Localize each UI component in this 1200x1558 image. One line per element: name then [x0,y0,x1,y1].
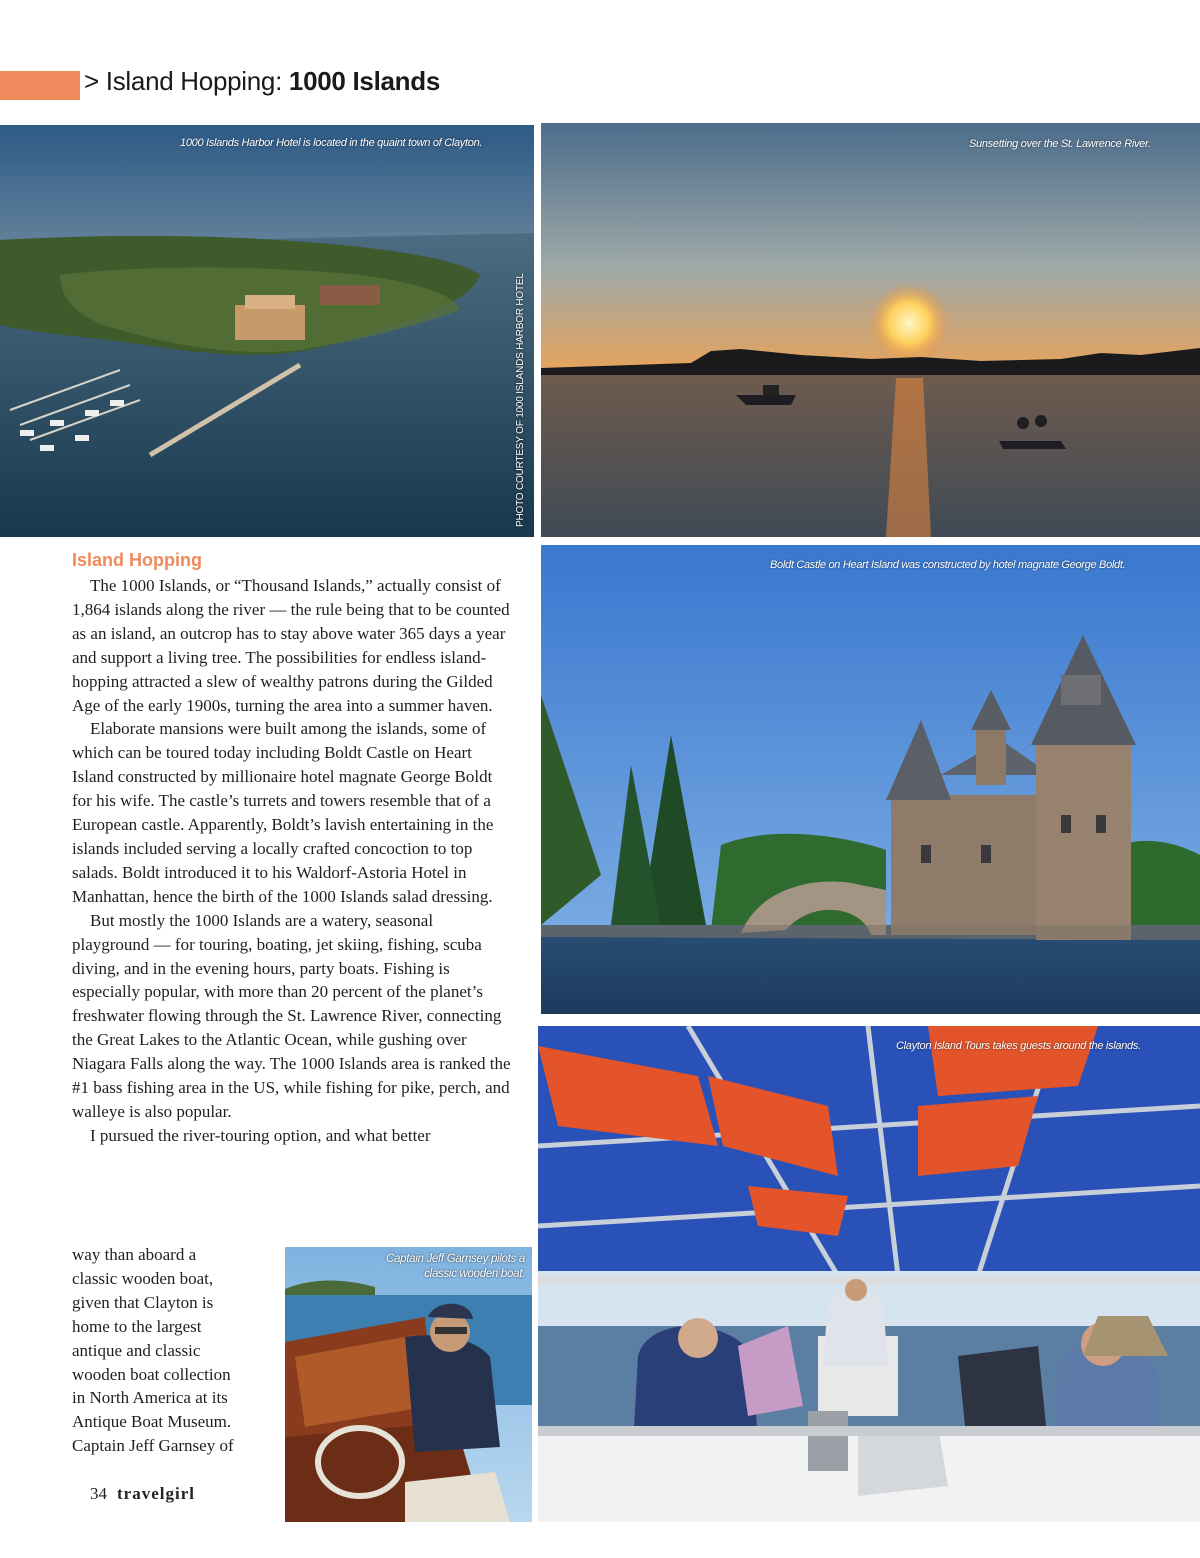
narrow-line: way than aboard a [72,1245,197,1264]
page-number: 34 [90,1484,107,1503]
harbor-caption: 1000 Islands Harbor Hotel is located in the quaint town of Clayton. [180,137,483,149]
page-title [84,66,440,102]
narrow-line: antique and classic [72,1340,201,1360]
narrow-line: home to the largest [72,1316,202,1336]
section-heading: Island Hopping [72,550,202,570]
narrow-line: given that Clayton is [72,1292,214,1312]
narrow-line: Antique Boat Museum. [72,1412,232,1432]
castle-caption: Boldt Castle on Heart Island was constructed by hotel magnate George Boldt. [770,559,1126,571]
page-footer [90,1484,195,1504]
sunset-photo [541,123,1200,537]
paragraph-4: I pursued the river-touring option, and what better [90,1125,431,1145]
article-body [72,574,512,1148]
narrow-line: classic wooden boat, [72,1268,214,1288]
title-main: 1000 Islands [288,66,440,96]
captain-caption-line-1: Captain Jeff Garnsey pilots a [386,1253,525,1265]
captain-caption-line-2: classic wooden boat. [424,1268,525,1280]
captain-caption [340,1252,525,1282]
captain-photo [285,1247,532,1522]
sunset-caption: Sunsetting over the St. Lawrence River. [969,138,1151,150]
narrow-line: Captain Jeff Garnsey of [72,1436,234,1456]
magazine-brand: travelgirl [117,1484,195,1503]
paragraph-2: Elaborate mansions were built among the islands, some of which can be toured today including Boldt Castle on Heart Island constructed by millionaire hotel magnate George Boldt for his wife. The castle’s turrets and towers resemble that of a European castle. Apparently, Boldt’s lavish entertaining in the islands included serving a locally crafted concoction to top salads. Boldt introduced it to his Waldorf-Astoria Hotel in Manhattan, hence the birth of the 1000 Islands salad dressing. [72,719,494,906]
boldt-castle-photo [541,545,1200,1014]
tour-boat-photo [538,1026,1200,1522]
paragraph-3: But mostly the 1000 Islands are a watery, seasonal playground — for touring, boating, jet skiing, fishing, scuba diving, and in the evening hours, party boats. Fishing is especially popular, with more than 20 percent of the planet’s freshwater flowing through the St. Lawrence River, connecting the Great Lakes to the Atlantic Ocean, while gushing over Niagara Falls along the way. The 1000 Islands area is ranked the #1 bass fishing area in the US, while fishing for pike, perch, and walleye is also popular. [72,910,511,1121]
article-narrow-column [72,1243,272,1458]
tour-caption: Clayton Island Tours takes guests around the islands. [896,1040,1141,1052]
header-accent-bar [0,71,80,100]
harbor-photo-credit: PHOTO COURTESY OF 1000 ISLANDS HARBOR HOTEL [515,273,526,527]
title-prefix: > Island Hopping: [84,66,289,96]
narrow-line: wooden boat collection [72,1364,231,1384]
harbor-aerial-photo [0,125,534,537]
narrow-line: in North America at its [72,1388,228,1408]
paragraph-1: The 1000 Islands, or “Thousand Islands,” actually consist of 1,864 islands along the river — the rule being that to be counted as an island, an outcrop has to stay above water 365 days a year and support a living tree. The possibilities for endless island-hopping attracted a slew of wealthy patrons during the Gilded Age of the early 1900s, turning the area into a summer haven. [72,576,510,715]
